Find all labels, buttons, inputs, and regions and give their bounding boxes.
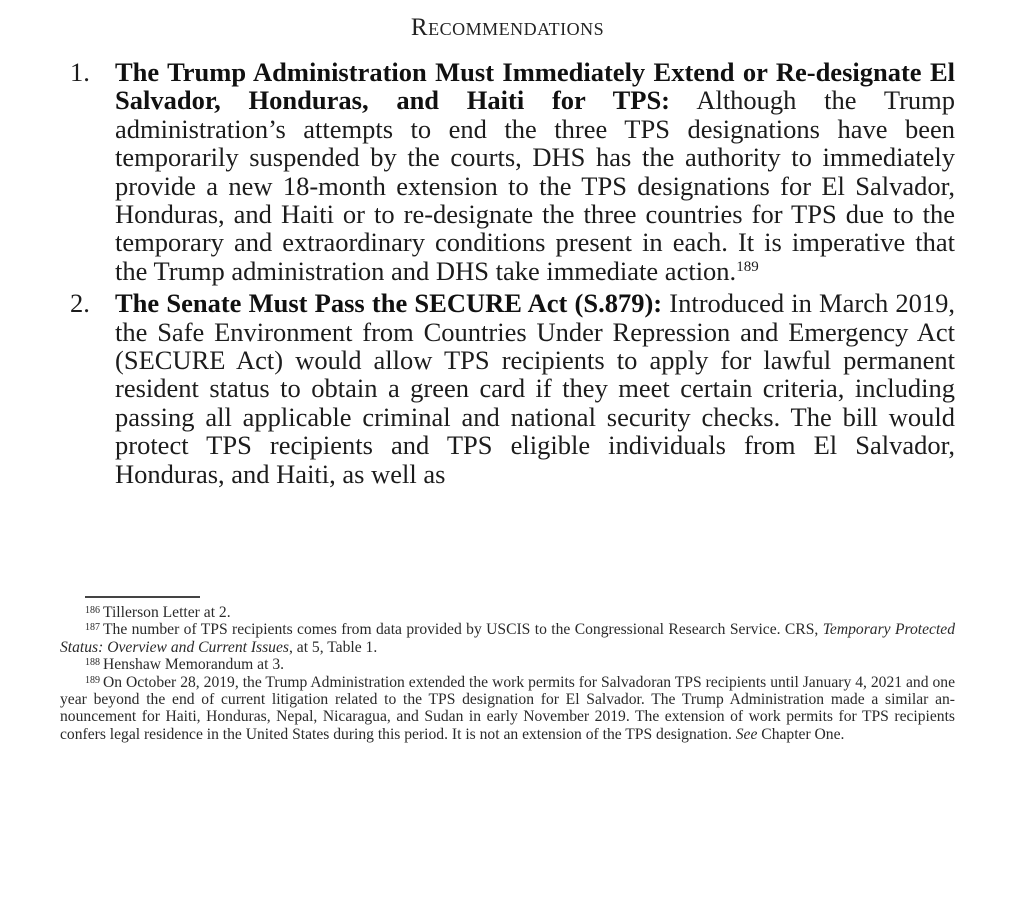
footnote-reference[interactable]: 189: [736, 258, 759, 275]
footnote: [60, 621, 955, 656]
recommendation-body: [115, 289, 955, 488]
footnote: [60, 656, 955, 673]
footnote-text: , at 5, Table 1.: [288, 638, 378, 656]
recommendation-item: [70, 289, 955, 488]
footnote: [60, 674, 955, 744]
recommendation-item: [70, 58, 955, 285]
footnote-citation-title: Temporary Protected Status: Overview and Current Issues: [60, 621, 955, 656]
recommendation-text: Although the Trump administration’s attempts to end the three TPS designations have been temporarily suspended by the courts, DHS has the authority to immediately provide a new 18-month extension to the TPS designations for El Salvador, Honduras, and Haiti or to re-designate the three countries for TPS due to the temporary and extraordinary conditions present in each. It is imperative that the Trump administration and DHS take immediate action.: [115, 85, 956, 286]
footnotes-section: [60, 604, 955, 743]
footnote-mark: 186: [85, 605, 100, 616]
footnote-text: Tillerson Letter at 2.: [103, 604, 231, 621]
footnote-text: Chapter One.: [757, 725, 845, 743]
footnote-signal: See: [735, 725, 758, 743]
recommendation-number: 2.: [70, 288, 90, 319]
footnote-text: Henshaw Memorandum at 3.: [103, 656, 285, 674]
footnote: [60, 604, 955, 621]
recommendation-text: Introduced in March 2019, the Safe Environment from Countries Under Repression and Emergency Act (SECURE Act) would allow TPS recipients to apply for lawful permanent resident status to obtain a green card if they meet certain criteria, including passing all applicable criminal and national security checks. The bill would protect TPS recipients and TPS eligible individuals from El Salvador, Honduras, and Haiti, as well as: [115, 288, 956, 489]
footnote-mark: 188: [85, 657, 100, 669]
footnote-mark: 187: [85, 622, 100, 634]
footnote-text: On October 28, 2019, the Trump Administration extended the work permits for Salvadoran TPS recipients until January 4, 2021 and one year beyond the end of current litigation related to the TPS designation for El Salvador. The Trump Administration made a similar announcement for Haiti, Honduras, Nepal, Nicaragua, and Sudan in early November 2019. The extension of work permits for TPS recipients confers legal residence in the United States during this period. It is not an extension of the TPS designation.: [60, 673, 955, 743]
footnote-divider: [85, 596, 200, 598]
recommendation-title: The Senate Must Pass the SECURE Act (S.879):: [115, 288, 663, 319]
recommendation-body: [115, 58, 955, 285]
recommendation-title: The Trump Administration Must Immediately Extend or Re-designate El Salvador, Honduras, and Haiti for TPS:: [115, 57, 955, 116]
recommendations-list: [70, 58, 955, 492]
section-heading: Recommendations: [410, 14, 605, 41]
footnote-mark: 189: [85, 674, 100, 686]
recommendation-number: 1.: [70, 57, 90, 87]
footnote-text: The number of TPS recipients comes from data provided by USCIS to the Congressional Research Service. CRS,: [103, 621, 823, 639]
